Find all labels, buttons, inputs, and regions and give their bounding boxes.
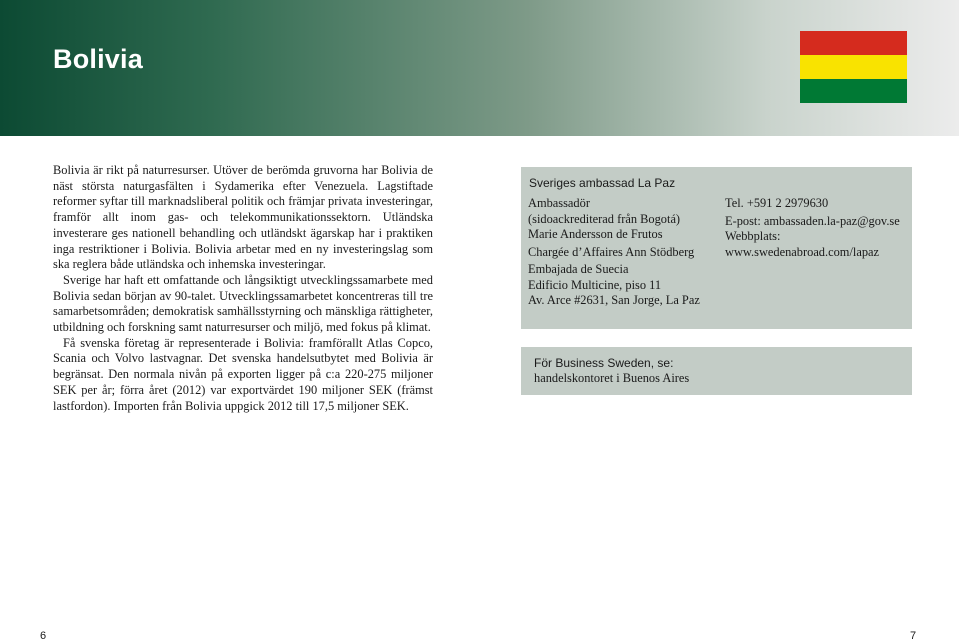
flag-stripe-green <box>800 79 907 103</box>
page-header <box>0 0 959 136</box>
body-text <box>53 163 433 414</box>
business-office: handelskontoret i Buenos Aires <box>534 371 690 385</box>
address-line-3: Av. Arce #2631, San Jorge, La Paz <box>528 293 700 307</box>
page-number-right: 7 <box>910 630 917 641</box>
address-line-2: Edificio Multicine, piso 11 <box>528 277 662 292</box>
charge-affaires: Chargée d’Affaires Ann Stödberg <box>528 244 695 259</box>
business-sweden-box <box>521 347 912 395</box>
flag-stripe-red <box>800 31 907 55</box>
address-line-1: Embajada de Suecia <box>528 262 629 276</box>
ambassador-role: Ambassadör <box>528 196 590 210</box>
flag-stripe-yellow <box>800 55 907 79</box>
tel-row <box>725 196 915 212</box>
business-prefix: För <box>534 356 552 370</box>
email-label: E-post: <box>725 213 761 228</box>
tel-label: Tel. <box>725 196 744 210</box>
business-suffix: , se: <box>650 356 674 370</box>
page-title: Bolivia <box>53 44 143 74</box>
embassy-contacts <box>528 196 728 309</box>
page-number-left: 6 <box>40 630 47 641</box>
tel-value[interactable]: +591 2 2979630 <box>746 196 829 210</box>
ambassador-name: Marie Andersson de Frutos <box>528 227 663 241</box>
body-paragraph-3: Få svenska företag är representerade i Bolivia: framförallt Atlas Copco, Scania och Volvo lastvagnar. Det svenska handelsutbytet med Bolivia är begränsat. Den normala nivån på exporten ligger på c:a 220-275 miljoner SEK per år; förra året (2012) var exportvärdet 190 miljoner SEK (främst lastfordon). Importen från Bolivia uppgick 2012 till 17,5 miljoner SEK. <box>53 335 433 413</box>
web-label: Webbplats: <box>725 229 781 243</box>
web-link[interactable]: www.swedenabroad.com/lapaz <box>725 244 880 259</box>
business-sweden-line <box>534 356 673 370</box>
body-paragraph-1: Bolivia är rikt på naturresurser. Utöver de berömda gruvorna har Bolivia de näst största naturgasfälten i Sydamerika efter Venezuela. Lagstiftade reformer syftar till marknadsliberal politik och främjar privata investeringar, framför allt inom gas- och telekommunikationssektorn. Utländska investerare ges nationell behandling och utländskt ägarskap har i praktiken inga restriktioner i Bolivia. Bolivia arbetar med en ny investeringslag som ska reglera både utländska och inhemska investeringar. <box>53 163 433 272</box>
embassy-channels <box>725 196 915 260</box>
embassy-info-box <box>521 167 912 329</box>
embassy-title: Sveriges ambassad La Paz <box>529 176 676 190</box>
business-name: Business Sweden <box>555 356 651 370</box>
bolivia-flag <box>800 31 907 103</box>
email-link[interactable]: ambassaden.la-paz@gov.se <box>763 213 900 228</box>
body-paragraph-2: Sverige har haft ett omfattande och långsiktigt utvecklingssamarbete med Bolivia sedan början av 90-talet. Utvecklingssamarbetet koncentreras till tre samarbetsområden; demokratisk samhällsstyrning och mänskliga rättigheter, utbildning och forskning samt naturresurser och miljö, med fokus på klimat. <box>53 272 433 335</box>
ambassador-note: (sidoackrediterad från Bogotá) <box>528 211 681 226</box>
email-row <box>725 214 915 230</box>
